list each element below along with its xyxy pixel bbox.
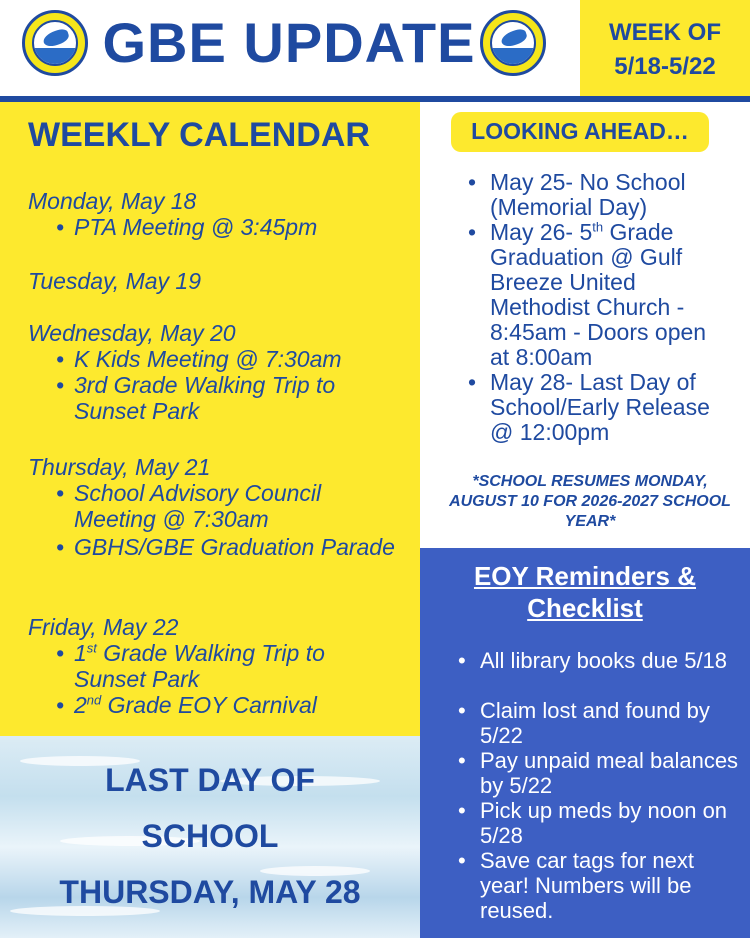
week-label: WEEK OF (609, 19, 721, 46)
calendar-day-monday: Monday, May 18 (28, 188, 197, 214)
dolphin-icon (32, 20, 78, 66)
item-text: Save car tags for next year! Numbers will be reused. (480, 848, 694, 923)
calendar-day-wednesday: Wednesday, May 20 (28, 320, 236, 346)
bullet-icon: • (56, 372, 65, 398)
last-day-line-1: LAST DAY OF (105, 762, 315, 798)
eoy-item (456, 698, 742, 748)
bullet-icon: • (56, 692, 65, 718)
bullet-icon: • (468, 369, 477, 395)
calendar-day-friday: Friday, May 22 (28, 614, 179, 640)
calendar-day-tuesday: Tuesday, May 19 (28, 268, 202, 294)
eoy-item (456, 748, 742, 798)
school-logo-left (22, 10, 88, 76)
dolphin-icon (490, 20, 536, 66)
item-text-part: May 26- 5 (490, 219, 593, 245)
item-text: May 28- Last Day of School/Early Release @ 12:00pm (490, 369, 710, 445)
bullet-icon: • (468, 169, 477, 195)
bullet-icon: • (458, 798, 466, 823)
bullet-icon: • (468, 219, 477, 245)
looking-ahead-item (466, 220, 730, 370)
eoy-title-line-2: Checklist (527, 593, 643, 623)
week-badge (580, 0, 750, 98)
bullet-icon: • (458, 698, 466, 723)
calendar-item (50, 480, 402, 532)
last-day-line-2: SCHOOL (141, 818, 279, 854)
calendar-item-text: PTA Meeting @ 3:45pm (74, 214, 318, 240)
looking-ahead-label: LOOKING AHEAD… (471, 118, 689, 144)
item-text: Pay unpaid meal balances by 5/22 (480, 748, 739, 798)
item-text: All library books due 5/18 (480, 648, 728, 673)
calendar-item-text: School Advisory Council Meeting @ 7:30am (74, 480, 322, 532)
item-text-part: 2 (74, 692, 87, 718)
bullet-icon: • (458, 848, 466, 873)
looking-ahead-pill (451, 112, 709, 152)
bullet-icon: • (56, 640, 65, 666)
calendar-item-text: 3rd Grade Walking Trip to Sunset Park (74, 372, 336, 424)
calendar-item-text: GBHS/GBE Graduation Parade (74, 534, 395, 560)
calendar-item (50, 214, 402, 240)
calendar-item (50, 346, 402, 372)
item-text-part: Grade EOY Carnival (101, 692, 317, 718)
calendar-item-text: K Kids Meeting @ 7:30am (74, 346, 342, 372)
school-logo-right (480, 10, 546, 76)
week-range: 5/18-5/22 (614, 53, 716, 80)
item-text-part: Grade Walking Trip to Sunset Park (74, 640, 325, 692)
item-text: May 25- No School (Memorial Day) (490, 169, 686, 220)
calendar-item (50, 692, 402, 718)
looking-ahead-item (466, 170, 730, 220)
school-resumes-note: *SCHOOL RESUMES MONDAY, AUGUST 10 FOR 2026-2027 SCHOOL YEAR* (449, 473, 731, 530)
eoy-title-line-1: EOY Reminders & (473, 561, 697, 591)
item-text-part: Grade Graduation @ Gulf Breeze United Methodist Church - 8:45am - Doors open at 8:00am (490, 219, 707, 370)
wave-shape (492, 48, 534, 64)
header (0, 0, 750, 98)
ordinal-suffix: st (86, 640, 97, 656)
bullet-icon: • (56, 480, 65, 506)
ordinal-suffix: nd (86, 692, 102, 708)
calendar-day-thursday: Thursday, May 21 (28, 454, 211, 480)
calendar-title: WEEKLY CALENDAR (28, 116, 370, 154)
ordinal-suffix: th (592, 219, 604, 235)
bullet-icon: • (56, 534, 65, 560)
calendar-item (50, 640, 402, 692)
eoy-item (456, 848, 742, 923)
eoy-item (456, 648, 742, 673)
last-day-line-3: THURSDAY, MAY 28 (59, 874, 361, 910)
page-title: GBE UPDATE (102, 11, 476, 74)
item-text-part: 1 (74, 640, 87, 666)
eoy-title (420, 560, 750, 624)
item-text: Pick up meds by noon on 5/28 (480, 798, 728, 848)
bullet-icon: • (458, 748, 466, 773)
eoy-item (456, 798, 742, 848)
calendar-item (50, 372, 402, 424)
bullet-icon: • (458, 648, 466, 673)
bullet-icon: • (56, 346, 65, 372)
looking-ahead-item (466, 370, 730, 445)
bullet-icon: • (56, 214, 65, 240)
dolphin-shape (499, 27, 528, 48)
item-text: Claim lost and found by 5/22 (480, 698, 710, 748)
last-day-banner (0, 736, 420, 938)
wave-shape (34, 48, 76, 64)
dolphin-shape (41, 27, 70, 48)
calendar-item (50, 534, 402, 560)
